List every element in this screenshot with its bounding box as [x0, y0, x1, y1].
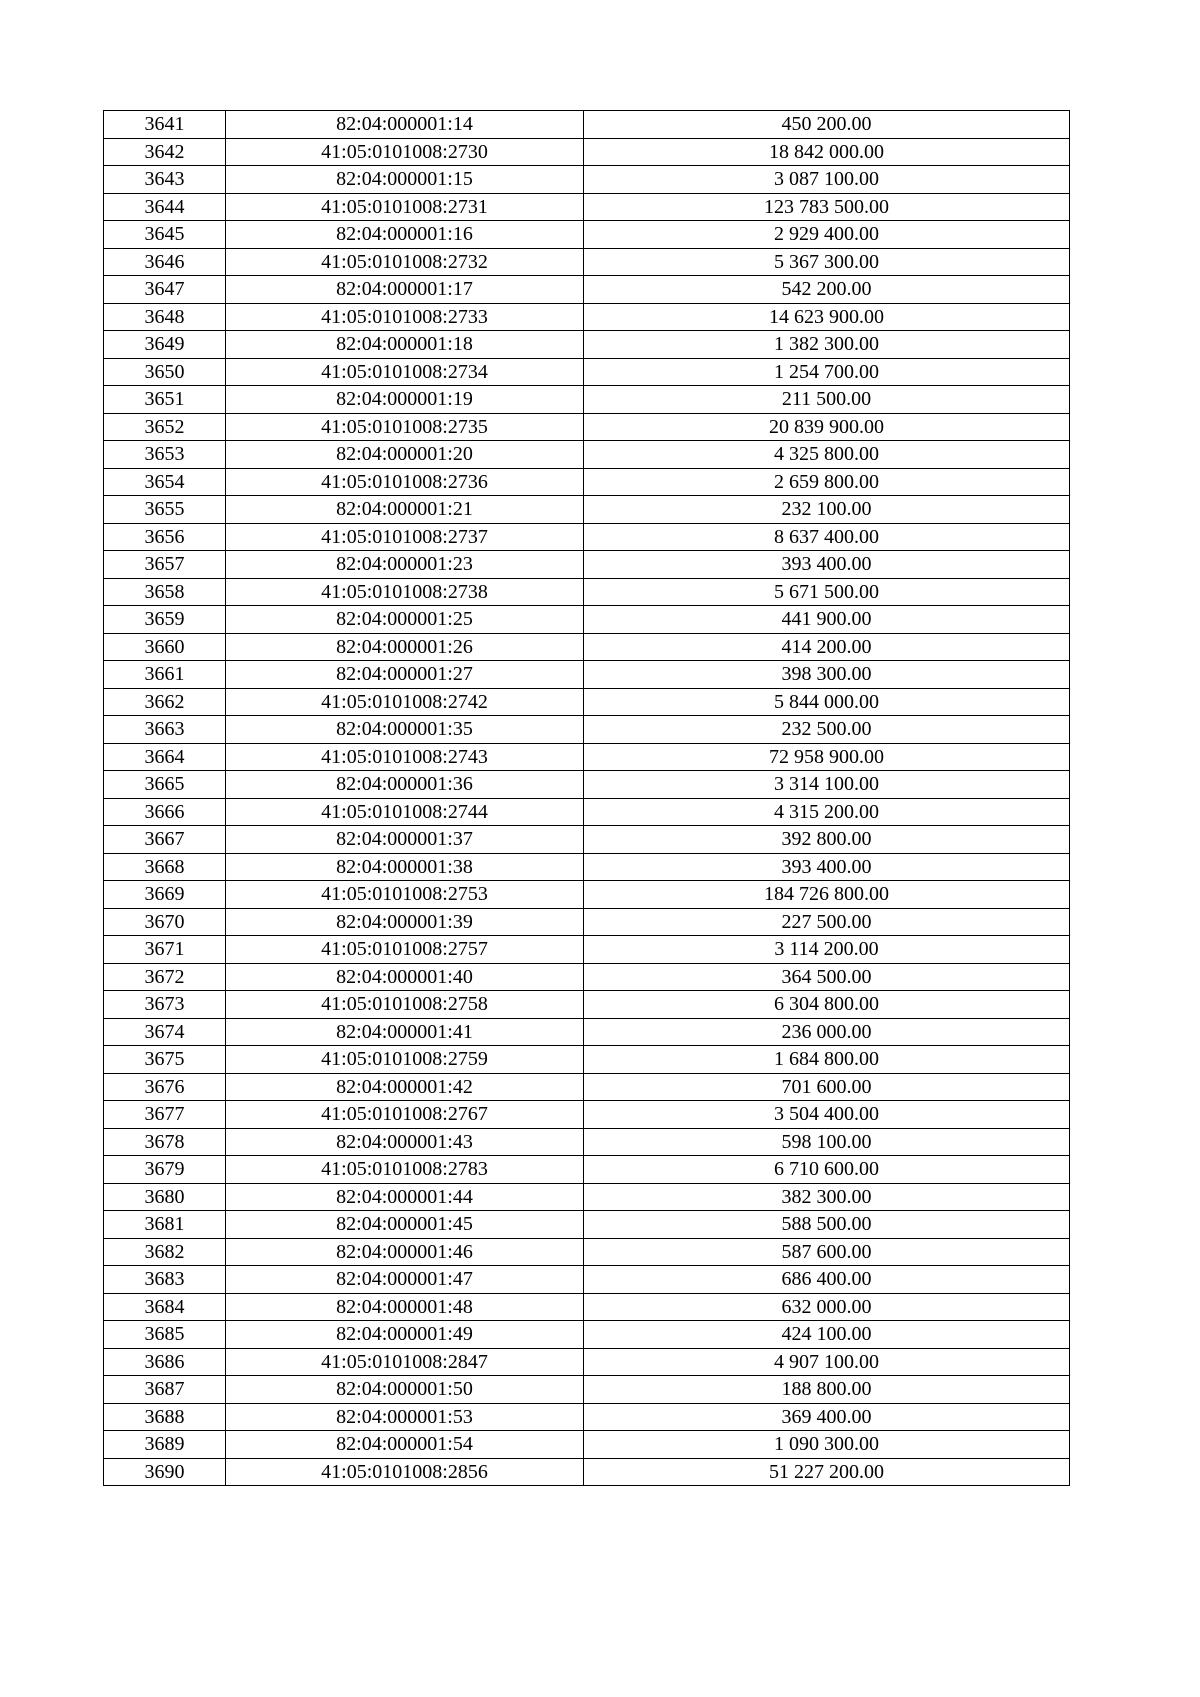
- table-row: [104, 1238, 1070, 1266]
- cadastral-number-cell: 82:04:000001:44: [226, 1183, 584, 1211]
- cadastral-number-cell: 41:05:0101008:2847: [226, 1348, 584, 1376]
- table-row: [104, 1046, 1070, 1074]
- cadastral-number-cell: 82:04:000001:45: [226, 1211, 584, 1239]
- row-number-cell: 3644: [104, 193, 226, 221]
- row-number-cell: 3641: [104, 111, 226, 139]
- cadastral-number-cell: 41:05:0101008:2730: [226, 138, 584, 166]
- row-number-cell: 3684: [104, 1293, 226, 1321]
- cadastral-number-cell: 82:04:000001:36: [226, 771, 584, 799]
- row-number-cell: 3650: [104, 358, 226, 386]
- cadastral-number-cell: 41:05:0101008:2783: [226, 1156, 584, 1184]
- cadastral-number-cell: 82:04:000001:41: [226, 1018, 584, 1046]
- cadastral-value-cell: 6 710 600.00: [584, 1156, 1070, 1184]
- table-row: [104, 358, 1070, 386]
- row-number-cell: 3680: [104, 1183, 226, 1211]
- cadastral-number-cell: 82:04:000001:35: [226, 716, 584, 744]
- table-row: [104, 413, 1070, 441]
- row-number-cell: 3647: [104, 276, 226, 304]
- row-number-cell: 3663: [104, 716, 226, 744]
- table-row: [104, 688, 1070, 716]
- cadastral-value-cell: 393 400.00: [584, 853, 1070, 881]
- cadastral-number-cell: 82:04:000001:43: [226, 1128, 584, 1156]
- cadastral-value-cell: 72 958 900.00: [584, 743, 1070, 771]
- cadastral-value-cell: 123 783 500.00: [584, 193, 1070, 221]
- row-number-cell: 3660: [104, 633, 226, 661]
- table-row: [104, 166, 1070, 194]
- row-number-cell: 3670: [104, 908, 226, 936]
- row-number-cell: 3673: [104, 991, 226, 1019]
- cadastral-value-cell: 4 315 200.00: [584, 798, 1070, 826]
- table-row: [104, 221, 1070, 249]
- cadastral-number-cell: 82:04:000001:17: [226, 276, 584, 304]
- cadastral-value-cell: 392 800.00: [584, 826, 1070, 854]
- table-row: [104, 276, 1070, 304]
- cadastral-value-cell: 632 000.00: [584, 1293, 1070, 1321]
- row-number-cell: 3690: [104, 1458, 226, 1486]
- cadastral-number-cell: 82:04:000001:39: [226, 908, 584, 936]
- row-number-cell: 3642: [104, 138, 226, 166]
- row-number-cell: 3645: [104, 221, 226, 249]
- cadastral-number-cell: 82:04:000001:15: [226, 166, 584, 194]
- row-number-cell: 3665: [104, 771, 226, 799]
- cadastral-number-cell: 41:05:0101008:2856: [226, 1458, 584, 1486]
- cadastral-number-cell: 41:05:0101008:2753: [226, 881, 584, 909]
- cadastral-value-cell: 369 400.00: [584, 1403, 1070, 1431]
- cadastral-number-cell: 82:04:000001:26: [226, 633, 584, 661]
- row-number-cell: 3683: [104, 1266, 226, 1294]
- cadastral-number-cell: 41:05:0101008:2757: [226, 936, 584, 964]
- cadastral-number-cell: 82:04:000001:23: [226, 551, 584, 579]
- cadastral-value-cell: 701 600.00: [584, 1073, 1070, 1101]
- table-row: [104, 551, 1070, 579]
- row-number-cell: 3654: [104, 468, 226, 496]
- table-row: [104, 468, 1070, 496]
- cadastral-value-cell: 211 500.00: [584, 386, 1070, 414]
- row-number-cell: 3687: [104, 1376, 226, 1404]
- table-row: [104, 1211, 1070, 1239]
- cadastral-number-cell: 82:04:000001:47: [226, 1266, 584, 1294]
- cadastral-value-cell: 398 300.00: [584, 661, 1070, 689]
- cadastral-value-cell: 5 671 500.00: [584, 578, 1070, 606]
- cadastral-value-cell: 1 382 300.00: [584, 331, 1070, 359]
- row-number-cell: 3668: [104, 853, 226, 881]
- table-row: [104, 496, 1070, 524]
- table-row: [104, 936, 1070, 964]
- cadastral-number-cell: 41:05:0101008:2736: [226, 468, 584, 496]
- row-number-cell: 3657: [104, 551, 226, 579]
- cadastral-value-cell: 236 000.00: [584, 1018, 1070, 1046]
- table-row: [104, 743, 1070, 771]
- cadastral-number-cell: 82:04:000001:27: [226, 661, 584, 689]
- table-row: [104, 1101, 1070, 1129]
- row-number-cell: 3662: [104, 688, 226, 716]
- row-number-cell: 3652: [104, 413, 226, 441]
- cadastral-number-cell: 82:04:000001:50: [226, 1376, 584, 1404]
- cadastral-number-cell: 41:05:0101008:2738: [226, 578, 584, 606]
- cadastral-number-cell: 82:04:000001:46: [226, 1238, 584, 1266]
- cadastral-value-cell: 3 314 100.00: [584, 771, 1070, 799]
- table-row: [104, 826, 1070, 854]
- cadastral-value-cell: 188 800.00: [584, 1376, 1070, 1404]
- row-number-cell: 3649: [104, 331, 226, 359]
- table-row: [104, 1348, 1070, 1376]
- cadastral-value-cell: 4 325 800.00: [584, 441, 1070, 469]
- cadastral-number-cell: 41:05:0101008:2767: [226, 1101, 584, 1129]
- table-row: [104, 248, 1070, 276]
- table-row: [104, 303, 1070, 331]
- table-row: [104, 441, 1070, 469]
- table-row: [104, 1128, 1070, 1156]
- table-row: [104, 1458, 1070, 1486]
- table-row: [104, 963, 1070, 991]
- table-row: [104, 1156, 1070, 1184]
- row-number-cell: 3686: [104, 1348, 226, 1376]
- table-row: [104, 138, 1070, 166]
- table-row: [104, 578, 1070, 606]
- cadastral-value-cell: 2 659 800.00: [584, 468, 1070, 496]
- row-number-cell: 3664: [104, 743, 226, 771]
- cadastral-number-cell: 82:04:000001:54: [226, 1431, 584, 1459]
- cadastral-number-cell: 82:04:000001:25: [226, 606, 584, 634]
- table-row: [104, 798, 1070, 826]
- cadastral-value-cell: 8 637 400.00: [584, 523, 1070, 551]
- cadastral-value-cell: 588 500.00: [584, 1211, 1070, 1239]
- row-number-cell: 3669: [104, 881, 226, 909]
- cadastral-number-cell: 41:05:0101008:2734: [226, 358, 584, 386]
- cadastral-number-cell: 41:05:0101008:2737: [226, 523, 584, 551]
- table-row: [104, 633, 1070, 661]
- cadastral-value-cell: 232 500.00: [584, 716, 1070, 744]
- cadastral-number-cell: 41:05:0101008:2731: [226, 193, 584, 221]
- cadastral-number-cell: 82:04:000001:40: [226, 963, 584, 991]
- cadastral-number-cell: 41:05:0101008:2732: [226, 248, 584, 276]
- cadastral-number-cell: 41:05:0101008:2744: [226, 798, 584, 826]
- cadastral-number-cell: 82:04:000001:38: [226, 853, 584, 881]
- cadastral-value-cell: 14 623 900.00: [584, 303, 1070, 331]
- cadastral-value-cell: 184 726 800.00: [584, 881, 1070, 909]
- row-number-cell: 3661: [104, 661, 226, 689]
- cadastral-number-cell: 82:04:000001:21: [226, 496, 584, 524]
- row-number-cell: 3674: [104, 1018, 226, 1046]
- table-row: [104, 1018, 1070, 1046]
- row-number-cell: 3659: [104, 606, 226, 634]
- cadastral-value-cell: 598 100.00: [584, 1128, 1070, 1156]
- cadastral-value-cell: 232 100.00: [584, 496, 1070, 524]
- row-number-cell: 3667: [104, 826, 226, 854]
- table-row: [104, 881, 1070, 909]
- cadastral-value-cell: 1 684 800.00: [584, 1046, 1070, 1074]
- row-number-cell: 3655: [104, 496, 226, 524]
- cadastral-value-cell: 4 907 100.00: [584, 1348, 1070, 1376]
- cadastral-value-cell: 393 400.00: [584, 551, 1070, 579]
- cadastral-value-cell: 542 200.00: [584, 276, 1070, 304]
- cadastral-value-cell: 3 504 400.00: [584, 1101, 1070, 1129]
- cadastral-value-table: [103, 110, 1070, 1486]
- table-row: [104, 111, 1070, 139]
- table-body: [104, 111, 1070, 1486]
- cadastral-number-cell: 82:04:000001:16: [226, 221, 584, 249]
- cadastral-value-cell: 227 500.00: [584, 908, 1070, 936]
- cadastral-value-cell: 3 087 100.00: [584, 166, 1070, 194]
- table-row: [104, 1403, 1070, 1431]
- row-number-cell: 3679: [104, 1156, 226, 1184]
- cadastral-value-cell: 1 090 300.00: [584, 1431, 1070, 1459]
- row-number-cell: 3658: [104, 578, 226, 606]
- cadastral-value-cell: 5 844 000.00: [584, 688, 1070, 716]
- cadastral-number-cell: 82:04:000001:19: [226, 386, 584, 414]
- row-number-cell: 3666: [104, 798, 226, 826]
- cadastral-value-cell: 18 842 000.00: [584, 138, 1070, 166]
- cadastral-value-cell: 5 367 300.00: [584, 248, 1070, 276]
- table-row: [104, 771, 1070, 799]
- cadastral-number-cell: 41:05:0101008:2742: [226, 688, 584, 716]
- table-row: [104, 991, 1070, 1019]
- table-row: [104, 1321, 1070, 1349]
- cadastral-number-cell: 41:05:0101008:2759: [226, 1046, 584, 1074]
- cadastral-number-cell: 41:05:0101008:2735: [226, 413, 584, 441]
- cadastral-number-cell: 41:05:0101008:2743: [226, 743, 584, 771]
- cadastral-value-cell: 686 400.00: [584, 1266, 1070, 1294]
- table-row: [104, 716, 1070, 744]
- row-number-cell: 3671: [104, 936, 226, 964]
- cadastral-number-cell: 41:05:0101008:2758: [226, 991, 584, 1019]
- cadastral-value-cell: 424 100.00: [584, 1321, 1070, 1349]
- cadastral-value-cell: 1 254 700.00: [584, 358, 1070, 386]
- cadastral-value-cell: 364 500.00: [584, 963, 1070, 991]
- table-row: [104, 1073, 1070, 1101]
- cadastral-number-cell: 82:04:000001:49: [226, 1321, 584, 1349]
- row-number-cell: 3685: [104, 1321, 226, 1349]
- cadastral-value-cell: 2 929 400.00: [584, 221, 1070, 249]
- row-number-cell: 3656: [104, 523, 226, 551]
- row-number-cell: 3682: [104, 1238, 226, 1266]
- table-row: [104, 853, 1070, 881]
- cadastral-number-cell: 82:04:000001:48: [226, 1293, 584, 1321]
- row-number-cell: 3646: [104, 248, 226, 276]
- cadastral-value-cell: 3 114 200.00: [584, 936, 1070, 964]
- cadastral-value-cell: 51 227 200.00: [584, 1458, 1070, 1486]
- cadastral-number-cell: 82:04:000001:14: [226, 111, 584, 139]
- table-row: [104, 193, 1070, 221]
- table-row: [104, 1293, 1070, 1321]
- table-row: [104, 908, 1070, 936]
- cadastral-number-cell: 41:05:0101008:2733: [226, 303, 584, 331]
- table-row: [104, 1266, 1070, 1294]
- cadastral-number-cell: 82:04:000001:37: [226, 826, 584, 854]
- cadastral-value-cell: 587 600.00: [584, 1238, 1070, 1266]
- row-number-cell: 3651: [104, 386, 226, 414]
- cadastral-value-cell: 20 839 900.00: [584, 413, 1070, 441]
- row-number-cell: 3648: [104, 303, 226, 331]
- cadastral-number-cell: 82:04:000001:53: [226, 1403, 584, 1431]
- table-row: [104, 523, 1070, 551]
- row-number-cell: 3681: [104, 1211, 226, 1239]
- cadastral-number-cell: 82:04:000001:18: [226, 331, 584, 359]
- row-number-cell: 3643: [104, 166, 226, 194]
- row-number-cell: 3689: [104, 1431, 226, 1459]
- table-row: [104, 1183, 1070, 1211]
- table-row: [104, 606, 1070, 634]
- table-row: [104, 386, 1070, 414]
- row-number-cell: 3676: [104, 1073, 226, 1101]
- cadastral-value-cell: 414 200.00: [584, 633, 1070, 661]
- table-row: [104, 1376, 1070, 1404]
- row-number-cell: 3653: [104, 441, 226, 469]
- row-number-cell: 3688: [104, 1403, 226, 1431]
- table-row: [104, 1431, 1070, 1459]
- row-number-cell: 3677: [104, 1101, 226, 1129]
- cadastral-number-cell: 82:04:000001:20: [226, 441, 584, 469]
- table-row: [104, 661, 1070, 689]
- cadastral-value-cell: 441 900.00: [584, 606, 1070, 634]
- cadastral-value-cell: 450 200.00: [584, 111, 1070, 139]
- cadastral-value-cell: 6 304 800.00: [584, 991, 1070, 1019]
- cadastral-number-cell: 82:04:000001:42: [226, 1073, 584, 1101]
- cadastral-value-cell: 382 300.00: [584, 1183, 1070, 1211]
- table-row: [104, 331, 1070, 359]
- row-number-cell: 3675: [104, 1046, 226, 1074]
- row-number-cell: 3678: [104, 1128, 226, 1156]
- row-number-cell: 3672: [104, 963, 226, 991]
